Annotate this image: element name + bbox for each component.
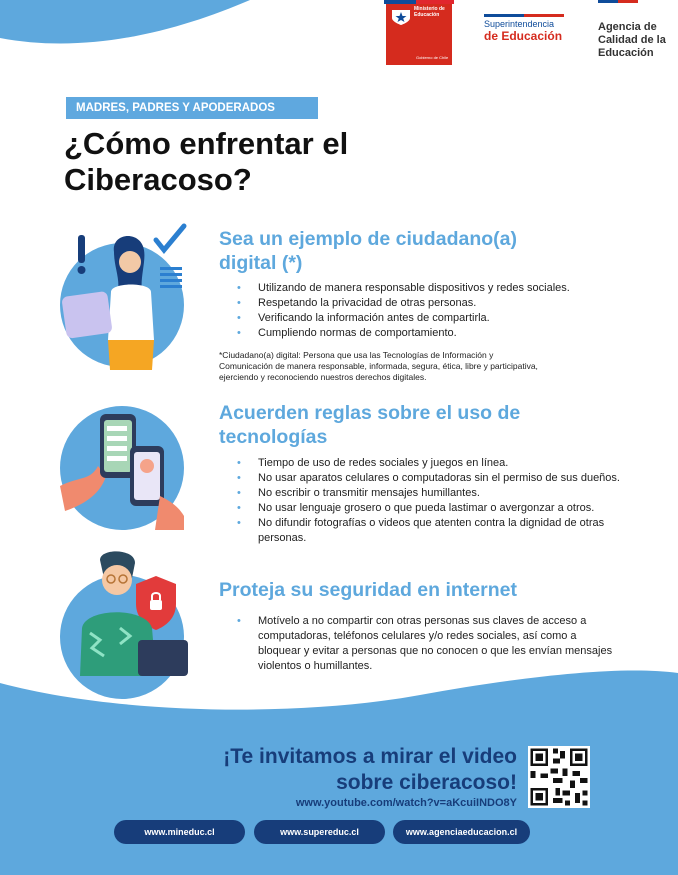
video-invitation bbox=[223, 744, 517, 796]
section-1-title-line1: Sea un ejemplo de ciudadano(a) bbox=[219, 228, 517, 250]
ministerio-educacion-logo bbox=[384, 0, 454, 65]
coat-of-arms-icon bbox=[390, 8, 412, 26]
ministerio-label-2: Educación bbox=[414, 12, 440, 18]
list-item: • No usar lenguaje grosero o que pueda lastimar o avergonzar a otros. bbox=[237, 501, 622, 516]
mineduc-link-button[interactable]: www.mineduc.cl bbox=[114, 820, 245, 844]
ministerio-label-1: Ministerio de bbox=[414, 6, 445, 12]
cta-line1: ¡Te invitamos a mirar el video bbox=[223, 745, 517, 768]
video-url-link[interactable]: www.youtube.com/watch?v=aKcuiINDO8Y bbox=[295, 797, 517, 809]
institution-logos bbox=[382, 0, 678, 70]
list-item: • Motívelo a no compartir con otras personas sus claves de acceso a computadoras, teléfonos celulares y/o redes sociales, así como a bloquear y evitar a personas que no conocen o que les envían mensajes violentos o humillantes. bbox=[237, 614, 622, 674]
section-2-title-line2: tecnologías bbox=[219, 426, 328, 448]
digital-citizen-footnote: *Ciudadano(a) digital: Persona que usa las Tecnologías de Información y Comunicación de manera responsable, informada, segura, ética, libre y participativa, ejerciendo y reconociendo nuestros derechos digitales. bbox=[219, 350, 538, 382]
page-title bbox=[64, 126, 464, 198]
section-1-list bbox=[237, 281, 622, 341]
section-2-list bbox=[237, 456, 622, 546]
section-2-title bbox=[219, 401, 639, 449]
section-3-title bbox=[219, 578, 639, 602]
list-item: • Verificando la información antes de compartirla. bbox=[237, 311, 622, 326]
list-item: • Tiempo de uso de redes sociales y juegos en línea. bbox=[237, 456, 622, 471]
list-item: • No difundir fotografías o videos que atenten contra la dignidad de otras personas. bbox=[237, 516, 622, 546]
list-item: • No usar aparatos celulares o computadoras sin el permiso de sus dueños. bbox=[237, 471, 622, 486]
agencia-line2: Calidad de la bbox=[598, 34, 666, 46]
list-item: • Utilizando de manera responsable dispositivos y redes sociales. bbox=[237, 281, 622, 296]
agencia-line1: Agencia de bbox=[598, 21, 657, 33]
agencia-line3: Educación bbox=[598, 47, 654, 59]
section-3-title-line1: Proteja su seguridad en internet bbox=[219, 579, 517, 601]
superintendencia-line1: Superintendencia bbox=[484, 19, 555, 29]
gobierno-label: Gobierno de Chile bbox=[416, 55, 449, 60]
list-item: • No escribir o transmitir mensajes humillantes. bbox=[237, 486, 622, 501]
list-item: • Respetando la privacidad de otras personas. bbox=[237, 296, 622, 311]
qr-code-icon[interactable] bbox=[528, 746, 590, 808]
section-1-title bbox=[219, 227, 639, 275]
cta-line2: sobre ciberacoso! bbox=[336, 771, 517, 794]
agenciaeducacion-link-button[interactable]: www.agenciaeducacion.cl bbox=[393, 820, 530, 844]
superintendencia-logo bbox=[484, 14, 574, 43]
woman-with-tablet-icon bbox=[56, 222, 196, 372]
section-2-title-line1: Acuerden reglas sobre el uso de bbox=[219, 402, 521, 424]
title-line-2: Ciberacoso? bbox=[64, 162, 252, 197]
audience-tag: MADRES, PADRES Y APODERADOS bbox=[66, 97, 318, 119]
phones-in-hands-icon bbox=[60, 406, 184, 530]
list-item: • Cumpliendo normas de comportamiento. bbox=[237, 326, 622, 341]
superintendencia-line2: de Educación bbox=[484, 29, 563, 43]
title-line-1: ¿Cómo enfrentar el bbox=[64, 126, 349, 161]
agencia-calidad-logo bbox=[596, 0, 678, 60]
supereduc-link-button[interactable]: www.supereduc.cl bbox=[254, 820, 385, 844]
section-1-title-line2: digital (*) bbox=[219, 252, 303, 274]
